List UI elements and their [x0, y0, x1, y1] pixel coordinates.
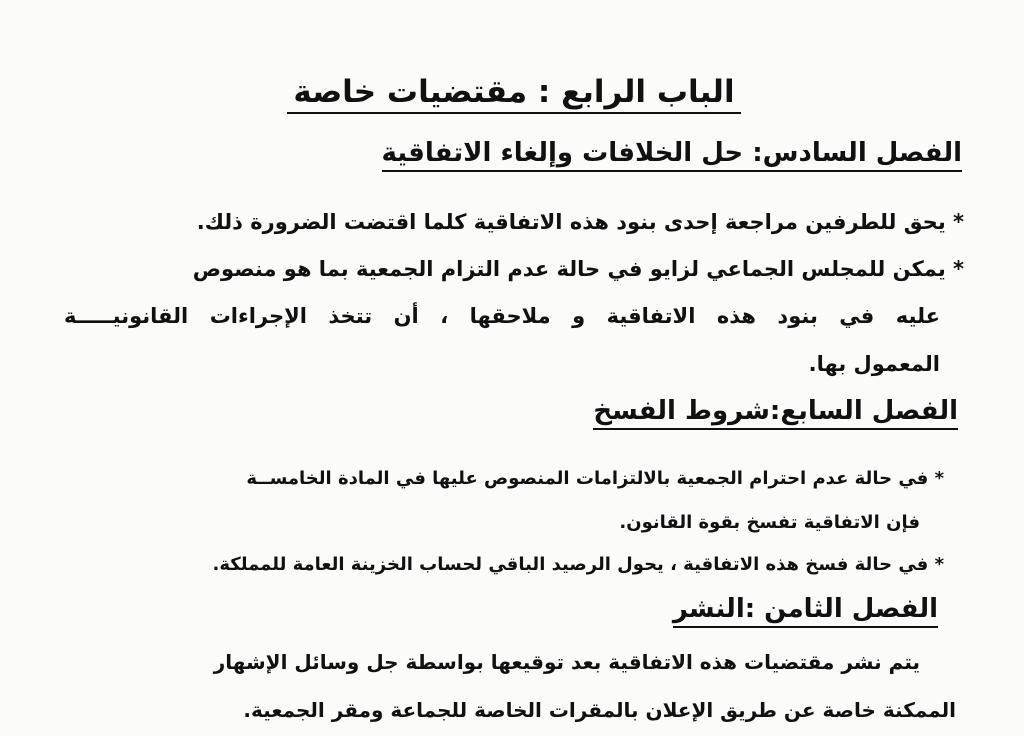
paragraph-line: الممكنة خاصة عن طريق الإعلان بالمقرات الخاصة للجماعة ومقر الجمعية. — [243, 698, 956, 722]
section-heading-8-text: الفصل الثامن :النشر — [673, 594, 938, 628]
section-heading-7-text: الفصل السابع:شروط الفسخ — [593, 396, 958, 430]
page-title-text: الباب الرابع : مقتضيات خاصة — [287, 74, 740, 114]
section-heading-6 — [382, 138, 962, 172]
paragraph-line: عليه في بنود هذه الاتفاقية و ملاحقها ، أن تتخذ الإجراءات القانونيـــــة — [64, 304, 940, 328]
paragraph-line: * في حالة عدم احترام الجمعية بالالتزامات المنصوص عليها في المادة الخامســة — [246, 468, 944, 489]
paragraph-line: يتم نشر مقتضيات هذه الاتفاقية بعد توقيعها بواسطة جل وسائل الإشهار — [213, 650, 920, 674]
paragraph-line: * يمكن للمجلس الجماعي لزايو في حالة عدم التزام الجمعية بما هو منصوص — [192, 257, 964, 281]
paragraph-line: فإن الاتفاقية تفسخ بقوة القانون. — [619, 512, 920, 533]
section-heading-7 — [593, 396, 958, 430]
page-title — [0, 74, 1024, 114]
paragraph-line: * في حالة فسخ هذه الاتفاقية ، يحول الرصيد الباقي لحساب الخزينة العامة للمملكة. — [212, 554, 944, 575]
paragraph-line: المعمول بها. — [808, 352, 940, 376]
paragraph-line: * يحق للطرفين مراجعة إحدى بنود هذه الاتفاقية كلما اقتضت الضرورة ذلك. — [196, 210, 964, 234]
section-heading-8 — [673, 594, 938, 628]
section-heading-6-text: الفصل السادس: حل الخلافات وإلغاء الاتفاقية — [382, 138, 962, 172]
